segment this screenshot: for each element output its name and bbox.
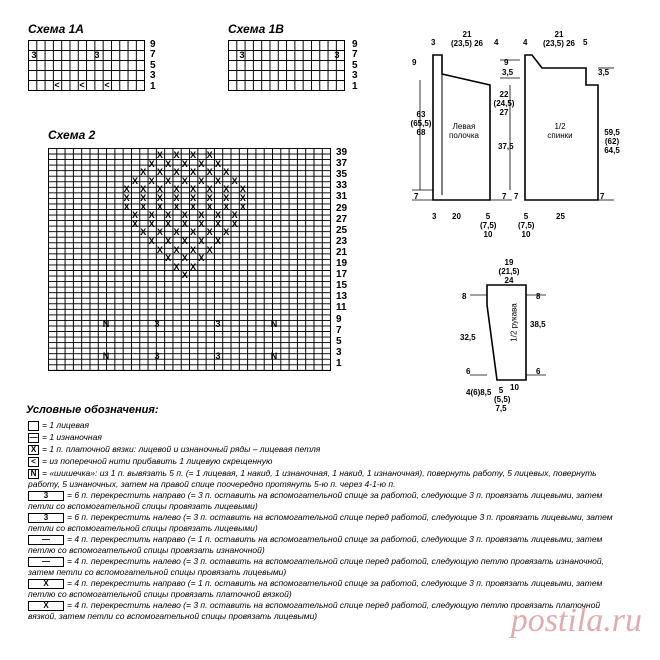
legend-symbol: 3 bbox=[28, 491, 64, 501]
legend-text: = 4 п. перекрестить налево (= 3 п. оставить на вспомогательной спице перед работой, следующую петлю провязать изнаночной, затем петли со вспомогательной спицы провязать лицевыми) bbox=[28, 556, 604, 577]
cable-3-symbol: 3 bbox=[94, 50, 100, 60]
x-stitch-symbol: X bbox=[123, 184, 130, 195]
x-stitch-symbol: X bbox=[173, 167, 180, 178]
x-stitch-symbol: X bbox=[140, 184, 147, 195]
sleeve-cap: 8 bbox=[462, 292, 467, 301]
legend-symbol: — bbox=[29, 432, 38, 442]
scheme-2-row-number: 7 bbox=[336, 324, 342, 336]
increase-symbol: < bbox=[54, 80, 60, 90]
legend-text: = 4 п. перекрестить направо (= 1 п. оставить на вспомогательной спице за работой, следующие 3 п. провязать лицевыми, затем петлю со вспомогательной спицы провязать платочной вязкой) bbox=[28, 578, 603, 599]
legend-symbol: — bbox=[28, 557, 64, 567]
scheme-2-row-number: 19 bbox=[336, 258, 348, 269]
cable-3-symbol: 3 bbox=[215, 319, 221, 329]
x-stitch-symbol: X bbox=[190, 184, 197, 195]
x-stitch-symbol: X bbox=[223, 184, 230, 195]
back-top-width: 21 (23,5) 26 bbox=[542, 30, 576, 48]
left-front-top-width: 21 (23,5) 26 bbox=[450, 30, 484, 48]
scheme-1a-title: Схема 1А bbox=[28, 22, 84, 36]
scheme-2-row-number: 33 bbox=[336, 180, 348, 192]
bobble-symbol: N bbox=[102, 319, 110, 329]
sleeve-cap-right: 8 bbox=[536, 292, 541, 301]
scheme-2-row-number: 29 bbox=[336, 202, 348, 214]
x-stitch-symbol: X bbox=[206, 193, 213, 203]
x-stitch-symbol: X bbox=[165, 218, 172, 229]
bobble-symbol: N bbox=[270, 351, 278, 361]
cable-3-symbol: 3 bbox=[154, 319, 160, 329]
sleeve-side-right: 38,5 bbox=[530, 320, 546, 329]
back-bottom-left: 7 bbox=[514, 192, 519, 201]
x-stitch-symbol: X bbox=[156, 227, 163, 238]
left-front-side: 37,5 bbox=[498, 142, 514, 151]
x-stitch-symbol: X bbox=[165, 210, 172, 221]
x-stitch-symbol: X bbox=[214, 218, 221, 229]
x-stitch-symbol: X bbox=[173, 244, 180, 255]
x-stitch-symbol: X bbox=[131, 218, 138, 229]
legend-text: = 1 лицевая bbox=[42, 420, 90, 430]
legend-symbol: < bbox=[28, 457, 39, 467]
x-stitch-symbol: X bbox=[190, 167, 197, 178]
scheme-2-row-number: 37 bbox=[336, 158, 348, 170]
x-stitch-symbol: X bbox=[231, 218, 238, 229]
bobble-symbol: N bbox=[270, 319, 278, 329]
sleeve-bottom: 4(6)8,5 bbox=[466, 388, 492, 397]
scheme-2-row-number: 27 bbox=[336, 213, 348, 225]
legend-text: = 6 п. перекрестить направо (= 3 п. оставить на вспомогательной спице за работой, следующие 3 п. провязать лицевыми, затем петли со вспомогательной спицы провязать лицевыми) bbox=[28, 490, 603, 511]
legend-title: Условные обозначения: bbox=[26, 404, 159, 416]
back-neck: 9 bbox=[504, 58, 509, 67]
x-stitch-symbol: X bbox=[173, 227, 180, 238]
legend-symbol: X bbox=[28, 445, 39, 455]
cable-3-symbol: 3 bbox=[154, 351, 160, 361]
x-stitch-symbol: X bbox=[239, 201, 246, 212]
sleeve-top: 19 (21,5) 24 bbox=[498, 258, 520, 285]
bobble-symbol: N bbox=[102, 351, 110, 361]
x-stitch-symbol: X bbox=[140, 201, 147, 212]
x-stitch-symbol: X bbox=[181, 210, 188, 221]
left-front-bottom-left: 3 bbox=[432, 212, 437, 221]
x-stitch-symbol: X bbox=[148, 236, 155, 246]
scheme-2-row-number: 17 bbox=[336, 269, 348, 281]
x-stitch-symbol: X bbox=[198, 175, 205, 186]
x-stitch-symbol: X bbox=[148, 158, 155, 169]
legend-item bbox=[28, 578, 628, 599]
x-stitch-symbol: X bbox=[190, 193, 197, 203]
x-stitch-symbol: X bbox=[198, 236, 205, 246]
scheme-1b-title: Схема 1В bbox=[228, 22, 284, 36]
legend-text: = из поперечной нити прибавить 1 лицевую скрещенную bbox=[42, 456, 273, 466]
sleeve-outline bbox=[487, 285, 526, 380]
x-stitch-symbol: X bbox=[231, 175, 238, 186]
x-stitch-symbol: X bbox=[190, 201, 197, 212]
x-stitch-symbol: X bbox=[156, 184, 163, 195]
legend-item bbox=[28, 420, 628, 431]
back-bottom-step: 5 (7,5) 10 bbox=[518, 212, 535, 239]
x-stitch-symbol: X bbox=[239, 193, 246, 203]
x-stitch-symbol: X bbox=[214, 236, 221, 246]
scheme-2-row-number: 25 bbox=[336, 224, 348, 236]
left-front-neck-depth: 9 bbox=[412, 58, 417, 67]
legend-symbol: X bbox=[28, 579, 64, 589]
increase-symbol: < bbox=[79, 80, 85, 90]
cable-3-symbol: 3 bbox=[31, 50, 37, 60]
scheme-2-row-number: 5 bbox=[336, 335, 342, 347]
x-stitch-symbol: X bbox=[198, 158, 205, 169]
left-front-top-right: 4 bbox=[494, 38, 499, 47]
scheme-2-row-number: 13 bbox=[336, 291, 348, 303]
legend-symbol bbox=[28, 421, 39, 431]
legend-text: = 4 п. перекрестить налево (= 3 п. оставить на вспомогательной спице перед работой, следующую петлю провязать платочной вязкой, затем петли со вспомогательной спицы провязать лицевыми) bbox=[28, 600, 601, 621]
left-front-bottom-step: 5 (7,5) 10 bbox=[480, 212, 497, 239]
cable-3-symbol: 3 bbox=[215, 351, 221, 361]
x-stitch-symbol: X bbox=[173, 201, 180, 212]
legend-item bbox=[28, 444, 628, 455]
x-stitch-symbol: X bbox=[198, 253, 205, 264]
back-bottom-right: 7 bbox=[600, 192, 605, 201]
left-front-bottom: 7 bbox=[414, 192, 419, 201]
x-stitch-symbol: X bbox=[223, 193, 230, 203]
x-stitch-symbol: X bbox=[156, 244, 163, 255]
x-stitch-symbol: X bbox=[156, 150, 163, 160]
x-stitch-symbol: X bbox=[190, 150, 197, 160]
left-front-bottom-width: 20 bbox=[452, 212, 461, 221]
legend-item bbox=[28, 512, 628, 533]
x-stitch-symbol: X bbox=[131, 175, 138, 186]
x-stitch-symbol: X bbox=[223, 167, 230, 178]
cable-3-symbol: 3 bbox=[334, 50, 340, 60]
x-stitch-symbol: X bbox=[198, 210, 205, 221]
x-stitch-symbol: X bbox=[156, 193, 163, 203]
sleeve-bottom-step: 5 (5,5) 7,5 bbox=[494, 386, 511, 413]
scheme-2-row-number: 23 bbox=[336, 235, 348, 247]
sleeve-cuff: 6 bbox=[466, 367, 471, 376]
x-stitch-symbol: X bbox=[206, 227, 213, 238]
back-top-left: 4 bbox=[523, 38, 528, 47]
x-stitch-symbol: X bbox=[181, 158, 188, 169]
left-front-shoulder: 3,5 bbox=[502, 68, 514, 77]
legend-symbol: X bbox=[28, 601, 64, 611]
x-stitch-symbol: X bbox=[173, 150, 180, 160]
scheme-2-row-number: 31 bbox=[336, 191, 348, 203]
legend-text: = 4 п. перекрестить направо (= 1 п. оставить на вспомогательной спице за работой, следующие 3 п. провязать лицевыми, затем петлю со вспомогательной спицы провязать изнаночной) bbox=[28, 534, 603, 555]
scheme-2-row-number: 35 bbox=[336, 169, 348, 181]
legend-text: = «шишечка»: из 1 п. вывязать 5 п. (= 1 лицевая, 1 накид, 1 изнаночная, 1 накид, 1 изнаночная), повернуть работу, 5 лицевых, повернуть работу, 5 изнаночных, затем на правой спице поочередно протянуть 5-ю п. через 4-1-ю п. bbox=[28, 468, 597, 489]
increase-symbol: < bbox=[104, 80, 110, 90]
x-stitch-symbol: X bbox=[131, 210, 138, 221]
x-stitch-symbol: X bbox=[156, 201, 163, 212]
x-stitch-symbol: X bbox=[165, 175, 172, 186]
legend-item bbox=[28, 432, 628, 443]
scheme-2-row-number: 39 bbox=[336, 147, 348, 158]
sleeve-side: 32,5 bbox=[460, 333, 476, 342]
x-stitch-symbol: X bbox=[190, 227, 197, 238]
x-stitch-symbol: X bbox=[165, 253, 172, 264]
sleeve-bottom-width: 10 bbox=[510, 383, 519, 392]
x-stitch-symbol: X bbox=[223, 227, 230, 238]
legend-item bbox=[28, 534, 628, 555]
legend-text: = 1 п. платочной вязки: лицевой и изнаночный ряды – лицевая петля bbox=[42, 444, 321, 454]
x-stitch-symbol: X bbox=[140, 167, 147, 178]
x-stitch-symbol: X bbox=[140, 193, 147, 203]
x-stitch-symbol: X bbox=[181, 270, 188, 281]
x-stitch-symbol: X bbox=[231, 210, 238, 221]
legend-text: = 1 изнаночная bbox=[42, 432, 102, 442]
x-stitch-symbol: X bbox=[148, 175, 155, 186]
left-front-label: Левая полочка bbox=[449, 122, 479, 140]
legend-text: = 6 п. перекрестить налево (= 3 п. оставить на вспомогательной спице перед работой, следующие 3 п. провязать лицевыми, затем петли со вспомогательной спицы провязать лицевыми) bbox=[28, 512, 613, 533]
back-height: 59,5 (62) 64,5 bbox=[604, 128, 620, 155]
x-stitch-symbol: X bbox=[181, 175, 188, 186]
x-stitch-symbol: X bbox=[206, 244, 213, 255]
scheme-2-row-number: 9 bbox=[336, 313, 342, 325]
x-stitch-symbol: X bbox=[173, 261, 180, 272]
x-stitch-symbol: X bbox=[206, 184, 213, 195]
scheme-2-title: Схема 2 bbox=[48, 128, 96, 142]
x-stitch-symbol: X bbox=[156, 167, 163, 178]
x-stitch-symbol: X bbox=[206, 201, 213, 212]
legend-symbol: 3 bbox=[28, 513, 64, 523]
x-stitch-symbol: X bbox=[239, 184, 246, 195]
legend-item bbox=[28, 490, 628, 511]
x-stitch-symbol: X bbox=[173, 184, 180, 195]
x-stitch-symbol: X bbox=[123, 193, 130, 203]
x-stitch-symbol: X bbox=[123, 201, 130, 212]
x-stitch-symbol: X bbox=[206, 150, 213, 160]
x-stitch-symbol: X bbox=[148, 210, 155, 221]
x-stitch-symbol: X bbox=[190, 261, 197, 272]
x-stitch-symbol: X bbox=[214, 158, 221, 169]
x-stitch-symbol: X bbox=[214, 210, 221, 221]
left-front-bottom-right: 7 bbox=[502, 192, 507, 201]
x-stitch-symbol: X bbox=[140, 227, 147, 238]
left-front-top-left: 3 bbox=[431, 38, 436, 47]
left-front-armhole: 22 (24,5) 27 bbox=[493, 90, 515, 117]
legend-item bbox=[28, 468, 628, 489]
watermark: postila.ru bbox=[510, 602, 642, 639]
x-stitch-symbol: X bbox=[165, 236, 172, 246]
x-stitch-symbol: X bbox=[148, 218, 155, 229]
scheme-2-row-number: 1 bbox=[336, 357, 342, 369]
x-stitch-symbol: X bbox=[181, 236, 188, 246]
x-stitch-symbol: X bbox=[181, 253, 188, 264]
x-stitch-symbol: X bbox=[190, 244, 197, 255]
legend-symbol: N bbox=[28, 469, 39, 479]
back-top-right: 5 bbox=[583, 38, 588, 47]
scheme-2-row-number: 11 bbox=[336, 302, 347, 314]
legend-item bbox=[28, 556, 628, 577]
x-stitch-symbol: X bbox=[223, 201, 230, 212]
cable-3-symbol: 3 bbox=[239, 50, 245, 60]
scheme-2-row-number: 15 bbox=[336, 280, 348, 292]
left-front-height: 63 (65,5) 68 bbox=[410, 110, 432, 137]
x-stitch-symbol: X bbox=[206, 167, 213, 178]
scheme-2-row-number: 3 bbox=[336, 346, 342, 358]
x-stitch-symbol: X bbox=[181, 218, 188, 229]
scheme-2-row-number: 21 bbox=[336, 246, 348, 258]
x-stitch-symbol: X bbox=[198, 218, 205, 229]
sleeve-cuff-right: 6 bbox=[536, 367, 541, 376]
sleeve-label: 1/2 рукава bbox=[509, 303, 519, 342]
x-stitch-symbol: X bbox=[165, 158, 172, 169]
legend-symbol: — bbox=[28, 535, 64, 545]
x-stitch-symbol: X bbox=[173, 193, 180, 203]
x-stitch-symbol: X bbox=[214, 175, 221, 186]
back-bottom-width: 25 bbox=[556, 212, 565, 221]
back-label: 1/2 спинки bbox=[547, 122, 573, 140]
legend-item bbox=[28, 456, 628, 467]
back-shoulder: 3,5 bbox=[598, 68, 610, 77]
